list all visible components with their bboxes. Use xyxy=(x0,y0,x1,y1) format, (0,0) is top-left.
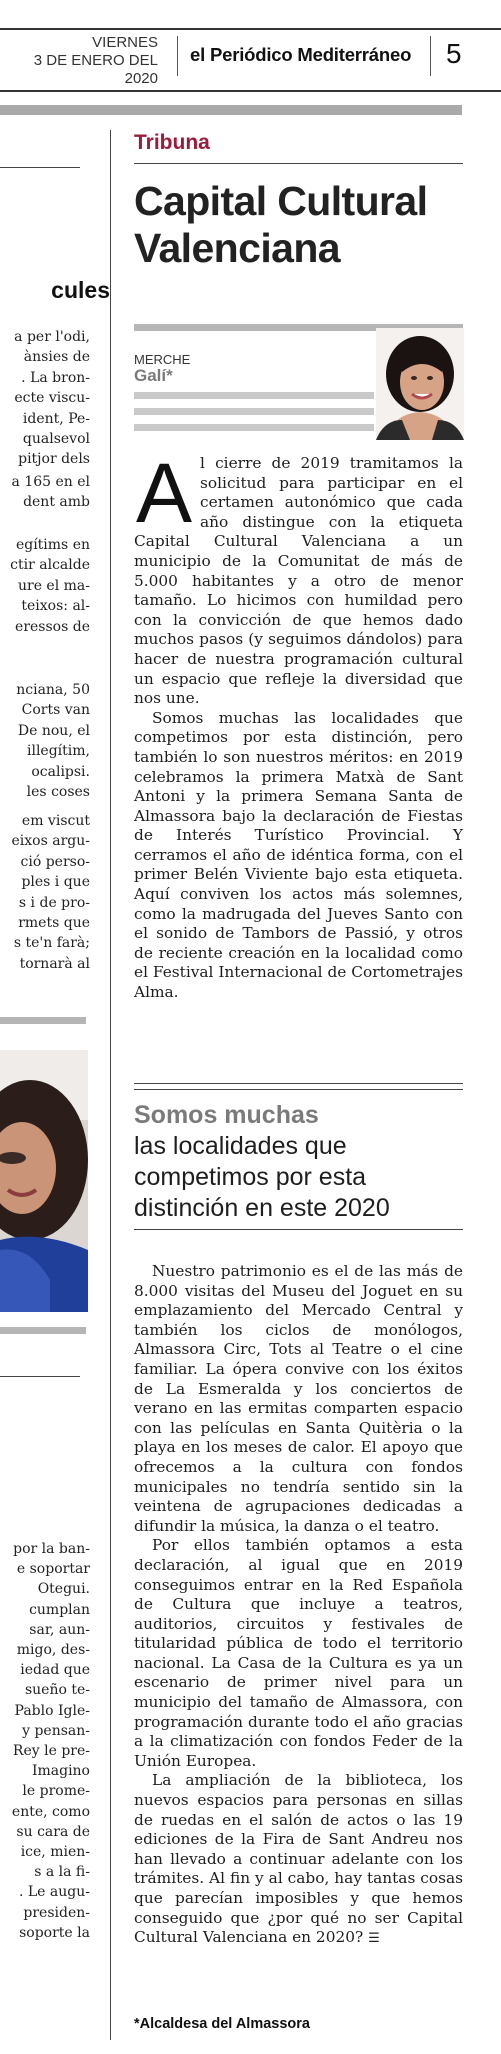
column-separator xyxy=(110,130,111,2040)
neighbour-text-line: ples i que xyxy=(21,874,90,891)
section-label: Tribuna xyxy=(134,131,210,154)
neighbour-text-line: egítims en xyxy=(15,537,90,553)
neighbour-text-line: ecte viscu- xyxy=(14,390,90,407)
header-top-rule xyxy=(0,28,501,30)
end-of-article-icon: ☰ xyxy=(368,1931,380,1947)
neighbour-text-line: ente, como xyxy=(11,1803,90,1820)
neighbour-text-line: les coses xyxy=(26,784,90,800)
header-divider xyxy=(177,36,178,76)
neighbour-text-line: rmets que xyxy=(18,915,90,931)
article-paragraph: Nuestro patrimonio es el de las más de 8.000 visitas del Museu del Joguet en su emplazamiento del Mercado Central y también los ciclos de monólogos, Almassora Circ, Tots al Teatre o el cine familiar. La ópera convive con los éxitos de La Esmeralda y los conciertos de verano en las ermitas comparten espacio con las películas en Santa Quitèria o la playa en los meses de calor. El apoyo que ofrecemos a la cultura con fondos municipales no tendría sentido sin la veintena de agrupaciones dedicadas a difundir la música, la danza o el teatro. xyxy=(134,1262,463,1535)
neighbour-text-line: nciana, 50 xyxy=(16,682,90,698)
article-paragraph xyxy=(134,1771,463,1948)
neighbour-text-line: presiden- xyxy=(23,1904,90,1921)
neighbour-text-line: sueño te- xyxy=(24,1682,90,1699)
section-rule xyxy=(134,163,463,164)
column-rule xyxy=(0,1376,80,1377)
neighbour-text-line: y pensan- xyxy=(22,1722,90,1739)
article-paragraph xyxy=(134,446,463,709)
neighbour-text-line: s a la fi- xyxy=(34,1864,90,1881)
neighbour-text-line: ció perso- xyxy=(20,853,90,870)
neighbour-text-line: Pablo Igle- xyxy=(14,1702,90,1719)
neighbour-text-line: cumplan xyxy=(29,1601,90,1618)
author-stripe xyxy=(134,424,374,431)
neighbour-text-line: iedad que xyxy=(20,1662,90,1679)
grey-divider-band xyxy=(0,1327,86,1334)
neighbour-text-line: pitjor dels xyxy=(18,451,90,468)
neighbour-text-line: dent amb xyxy=(23,494,90,511)
neighbour-text-line: De nou, el xyxy=(17,722,90,739)
neighbour-text-line: Corts van xyxy=(21,702,90,719)
column-rule xyxy=(0,167,80,168)
author-stripe xyxy=(134,408,374,415)
pull-quote-text: las localidades que competimos por esta distinción en este 2020 xyxy=(134,1132,390,1222)
neighbour-text-line: s i de pro- xyxy=(18,894,90,911)
article-headline: Capital Cultural Valenciana xyxy=(134,178,428,271)
header-bottom-rule xyxy=(0,90,501,92)
neighbour-text-line: . Le augu- xyxy=(18,1884,90,1901)
neighbour-text-line: a per l'odi, xyxy=(14,329,90,345)
neighbour-text-line: ident, Pe- xyxy=(22,410,90,427)
author-box xyxy=(134,324,463,440)
article-body-part-1 xyxy=(134,446,463,1003)
neighbour-text-line: ànsies de xyxy=(23,349,90,366)
page-header xyxy=(0,0,501,112)
neighbour-text-line: ocalipsi. xyxy=(31,763,90,780)
newspaper-name: el Periódico Mediterráneo xyxy=(190,44,412,65)
drop-cap: A xyxy=(136,446,193,540)
pull-quote-rule xyxy=(134,1089,463,1090)
neighbour-text-line: ice, mien- xyxy=(20,1844,90,1860)
neighbour-text-line: e soportar xyxy=(16,1561,90,1578)
pull-quote-heading: Somos muchas xyxy=(134,1101,319,1129)
neighbour-text-line: Rey le pre- xyxy=(12,1743,90,1759)
grey-divider-band xyxy=(0,1017,86,1024)
page-number: 5 xyxy=(446,38,462,69)
neighbour-text-line: eixos argu- xyxy=(11,833,90,850)
author-photo xyxy=(376,328,464,440)
paragraph-text: La ampliación de la biblioteca, los nuevos espacios para personas en sillas de ruedas en el salón de actos o las 19 ediciones de la Fira de Sant Andreu nos han llevado a continuar adelante con los trámites. Al fin y al cabo, hay tantas cosas que parecían imposibles y que hemos conseguido que ¿por qué no ser Capital Cultural Valenciana en 2020? xyxy=(134,1771,463,1947)
neighbour-text-line: tornarà al xyxy=(19,955,90,972)
author-last-name: Galí* xyxy=(134,366,173,385)
neighbour-text-line: ctir alcalde xyxy=(10,557,90,574)
article-paragraph: Somos muchas las localidades que competimos por esta distinción, pero también lo son nuestros méritos: en 2019 celebramos la primera Matxà de Sant Antoni y la primera Semana Santa de Almassora bajo la declaración de Fiestas de Interés Turístico Provincial. Y cerramos el año de idéntica forma, con el primer Belén Viviente bajo esta etiqueta. Aquí conviven los actos más solemnes, como la madrugada del Jueves Santo con el sonido de Tambors de Passió, y otros de reciente creación en la localidad como el Festival Internacional de Cortometrajes Alma. xyxy=(134,708,463,1002)
neighbour-text-line: illegítim, xyxy=(27,743,90,760)
header-date xyxy=(0,34,158,88)
header-grey-band xyxy=(0,105,462,115)
neighbour-text-line: qualsevol xyxy=(22,431,90,447)
neighbour-headline-fragment: cules xyxy=(51,277,110,303)
paragraph-text: l cierre de 2019 tramitamos la solicitud para participar en el certamen autonómico que cada año distingue con la etiqueta Capital Cultural Valenciana a un municipio de la Comunitat de más de 5.000 habitantes y a otro de menor tamaño. Lo hicimos con humildad pero con la convicción de que hemos dado muchos pasos (y seguimos dándolos) para hacer de nuestra programación cultural un espacio que refleje la diversidad que nos une. xyxy=(134,454,463,708)
left-neighbour-column xyxy=(0,115,110,2054)
neighbour-text-line: Otegui. xyxy=(37,1581,90,1598)
neighbour-text-line: a 165 en el xyxy=(11,474,90,490)
neighbour-text-line: em viscut xyxy=(21,813,90,829)
author-signature: *Alcaldesa del Almassora xyxy=(134,2016,310,2032)
neighbour-text-line: su cara de xyxy=(16,1823,90,1840)
article-body-part-2 xyxy=(134,1262,463,1949)
pull-quote-rule xyxy=(134,1083,463,1084)
author-stripe xyxy=(134,392,374,399)
header-full-date: 3 DE ENERO DEL 2020 xyxy=(33,52,158,87)
article-paragraph: Por ellos también optamos a esta declaración, al igual que en 2019 conseguimos entrar en la Red Española de Cultura que incluye a teatros, auditorios, circuitos y festivales de titularidad pública de todo el territorio nacional. La Casa de la Cultura es ya un escenario de primer nivel para un municipio del tamaño de Almassora, con programación durante todo el año gracias a la climatización con fondos Feder de la Unión Europea. xyxy=(134,1536,463,1770)
header-day: VIERNES xyxy=(92,34,158,51)
pull-quote-rule xyxy=(134,1229,463,1230)
author-first-name: MERCHE xyxy=(134,352,191,367)
neighbour-text-line: soporte la xyxy=(19,1924,90,1941)
neighbour-text-line: teixos: al- xyxy=(21,598,90,615)
neighbour-text-line: sar, aun- xyxy=(29,1621,90,1638)
pull-quote xyxy=(134,1083,463,1230)
neighbour-text-line: por la ban- xyxy=(13,1541,90,1557)
neighbour-text-line: ure el ma- xyxy=(17,577,90,594)
neighbour-text-line: migo, des- xyxy=(16,1642,90,1658)
neighbour-text-line: . La bron- xyxy=(21,369,90,386)
header-divider xyxy=(430,36,431,76)
neighbour-text-line: Imagino xyxy=(31,1763,90,1780)
neighbour-text-line: eressos de xyxy=(15,618,90,635)
neighbour-text-line: le prome- xyxy=(22,1783,90,1800)
neighbour-text-line: s te'n farà; xyxy=(13,935,90,952)
neighbour-author-photo xyxy=(0,1050,88,1312)
